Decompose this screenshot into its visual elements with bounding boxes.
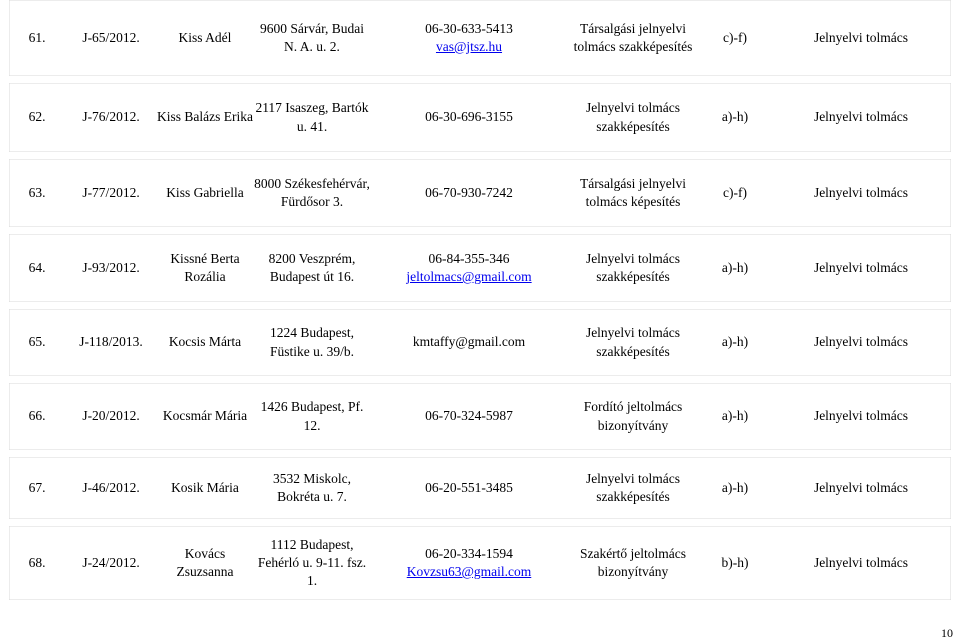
phone: 06-70-324-5987 xyxy=(425,408,513,424)
row-number: 62. xyxy=(28,109,46,125)
person-name: Kiss Adél xyxy=(178,29,232,45)
person-name: Kocsmár Mária xyxy=(162,408,248,424)
registration-id: J-24/2012. xyxy=(82,554,140,570)
contact xyxy=(371,526,567,600)
table-row xyxy=(9,83,951,152)
person-name: Kiss Gabriella xyxy=(166,184,244,200)
address: 9600 Sárvár, Budai N. A. u. 2. xyxy=(259,20,365,54)
language-type: Jelnyelvi tolmács xyxy=(813,29,909,45)
table-row xyxy=(9,234,951,302)
category: a)-h) xyxy=(721,109,749,125)
category: a)-h) xyxy=(721,479,749,495)
contact xyxy=(371,457,567,519)
category: a)-h) xyxy=(721,259,749,275)
address: 2117 Isaszeg, Bartók u. 41. xyxy=(255,100,369,134)
language-type: Jelnyelvi tolmács xyxy=(813,554,909,570)
registration-id: J-20/2012. xyxy=(82,408,140,424)
table-row xyxy=(9,383,951,450)
qualification: Jelnyelvi tolmács szakképesítés xyxy=(585,250,681,284)
email-text: kmtaffy@gmail.com xyxy=(412,334,526,350)
registration-id: J-118/2013. xyxy=(79,334,143,350)
qualification: Társalgási jelnyelvi tolmács szakképesítés xyxy=(573,20,693,54)
email-link[interactable]: Kovzsu63@gmail.com xyxy=(406,564,532,579)
registration-id: J-46/2012. xyxy=(82,479,140,495)
contact xyxy=(371,309,567,376)
category: c)-f) xyxy=(723,184,747,200)
contact xyxy=(371,83,567,152)
person-name: Kissné Berta Rozália xyxy=(170,250,240,284)
contact xyxy=(371,159,567,227)
category: a)-h) xyxy=(721,334,749,350)
phone: 06-20-551-3485 xyxy=(425,479,513,495)
row-number: 66. xyxy=(28,408,46,424)
person-name: Kovács Zsuzsanna xyxy=(176,545,234,579)
phone: 06-84-355-346 xyxy=(428,250,510,266)
contact xyxy=(371,383,567,450)
page-number: 10 xyxy=(941,626,953,640)
table-row xyxy=(9,526,951,600)
table-row xyxy=(9,159,951,227)
language-type: Jelnyelvi tolmács xyxy=(813,184,909,200)
contact xyxy=(371,0,567,76)
registration-id: J-77/2012. xyxy=(82,184,140,200)
contact xyxy=(371,234,567,302)
email-link[interactable]: vas@jtsz.hu xyxy=(435,39,503,54)
category: c)-f) xyxy=(723,29,747,45)
category: a)-h) xyxy=(721,408,749,424)
row-number: 61. xyxy=(28,29,46,45)
qualification: Szakértő jeltolmács bizonyítvány xyxy=(579,545,687,579)
language-type: Jelnyelvi tolmács xyxy=(813,334,909,350)
row-number: 63. xyxy=(28,184,46,200)
phone: 06-30-696-3155 xyxy=(425,109,513,125)
address: 3532 Miskolc, Bokréta u. 7. xyxy=(272,470,351,504)
language-type: Jelnyelvi tolmács xyxy=(813,479,909,495)
qualification: Társalgási jelnyelvi tolmács képesítés xyxy=(579,175,687,209)
row-number: 68. xyxy=(28,554,46,570)
qualification: Fordító jeltolmács bizonyítvány xyxy=(583,399,683,433)
phone: 06-30-633-5413 xyxy=(425,20,513,36)
person-name: Kocsis Márta xyxy=(168,334,242,350)
registration-id: J-93/2012. xyxy=(82,259,140,275)
email-link[interactable]: jeltolmacs@gmail.com xyxy=(406,269,532,284)
language-type: Jelnyelvi tolmács xyxy=(813,408,909,424)
language-type: Jelnyelvi tolmács xyxy=(813,109,909,125)
row-number: 67. xyxy=(28,479,46,495)
table-row xyxy=(9,0,951,76)
qualification: Jelnyelvi tolmács szakképesítés xyxy=(585,470,681,504)
row-number: 64. xyxy=(28,259,46,275)
qualification: Jelnyelvi tolmács szakképesítés xyxy=(585,325,681,359)
table-row xyxy=(9,457,951,519)
address: 1426 Budapest, Pf. 12. xyxy=(260,399,364,433)
phone: 06-70-930-7242 xyxy=(425,184,513,200)
registration-id: J-65/2012. xyxy=(82,29,140,45)
category: b)-h) xyxy=(721,554,749,570)
address: 1224 Budapest, Füstike u. 39/b. xyxy=(269,325,354,359)
address: 8200 Veszprém, Budapest út 16. xyxy=(268,250,356,284)
qualification: Jelnyelvi tolmács szakképesítés xyxy=(585,100,681,134)
person-name: Kosik Mária xyxy=(171,479,239,495)
registration-id: J-76/2012. xyxy=(82,109,140,125)
phone: 06-20-334-1594 xyxy=(425,545,513,561)
address: 8000 Székesfehérvár, Fürdősor 3. xyxy=(254,175,370,209)
language-type: Jelnyelvi tolmács xyxy=(813,259,909,275)
table-row xyxy=(9,309,951,376)
address: 1112 Budapest, Fehérló u. 9-11. fsz. 1. xyxy=(257,536,367,589)
person-name: Kiss Balázs Erika xyxy=(157,109,253,125)
row-number: 65. xyxy=(28,334,46,350)
